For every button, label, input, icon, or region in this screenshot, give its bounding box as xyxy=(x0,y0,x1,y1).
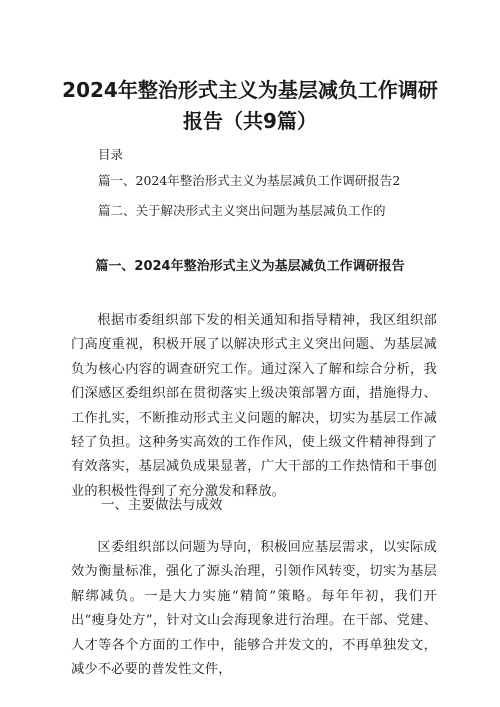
document-title-line2: 报告（共9篇） xyxy=(183,109,317,133)
toc-heading: 目录 xyxy=(98,147,124,162)
document-title-line1: 2024年整治形式主义为基层减负工作调研 xyxy=(62,78,438,102)
section-subheading: 一、主要做法与成效 xyxy=(101,497,223,513)
body-paragraph: 区委组织部以问题为导向，积极回应基层需求，以实际成效为衡量标准，强化了源头治理，引领作风转变，切实为基层解绑减负。一是大力实施“精简”策略。每年年初，我们开出“瘦身处方”，针对文山会海现象进行治理。在干部、党建、人才等各个方面的工作中，能够合并发文的，不再单独发文，减少不必要的普发性文件， xyxy=(71,540,437,678)
toc-item[interactable]: 篇二、关于解决形式主义突出问题为基层减负工作的 xyxy=(98,203,386,218)
body-paragraph: 根据市委组织部下发的相关通知和指导精神，我区组织部门高度重视，积极开展了以解决形式主义突出问题、为基层减负为核心内容的调查研究工作。通过深入了解和综合分析，我们深感区委组织部在贯彻落实上级决策部署方面，措施得力、工作扎实，不断推动形式主义问题的解决，切实为基层工作减轻了负担。这种务实高效的工作作风，使上级文件精神得到了有效落实，基层减负成果显著，广大干部的工作热情和干事创业的积极性得到了充分激发和释放。 xyxy=(71,313,437,499)
toc-item[interactable]: 篇一、2024年整治形式主义为基层减负工作调研报告2 xyxy=(98,173,401,188)
section-title: 篇一、2024年整治形式主义为基层减负工作调研报告 xyxy=(95,259,405,274)
